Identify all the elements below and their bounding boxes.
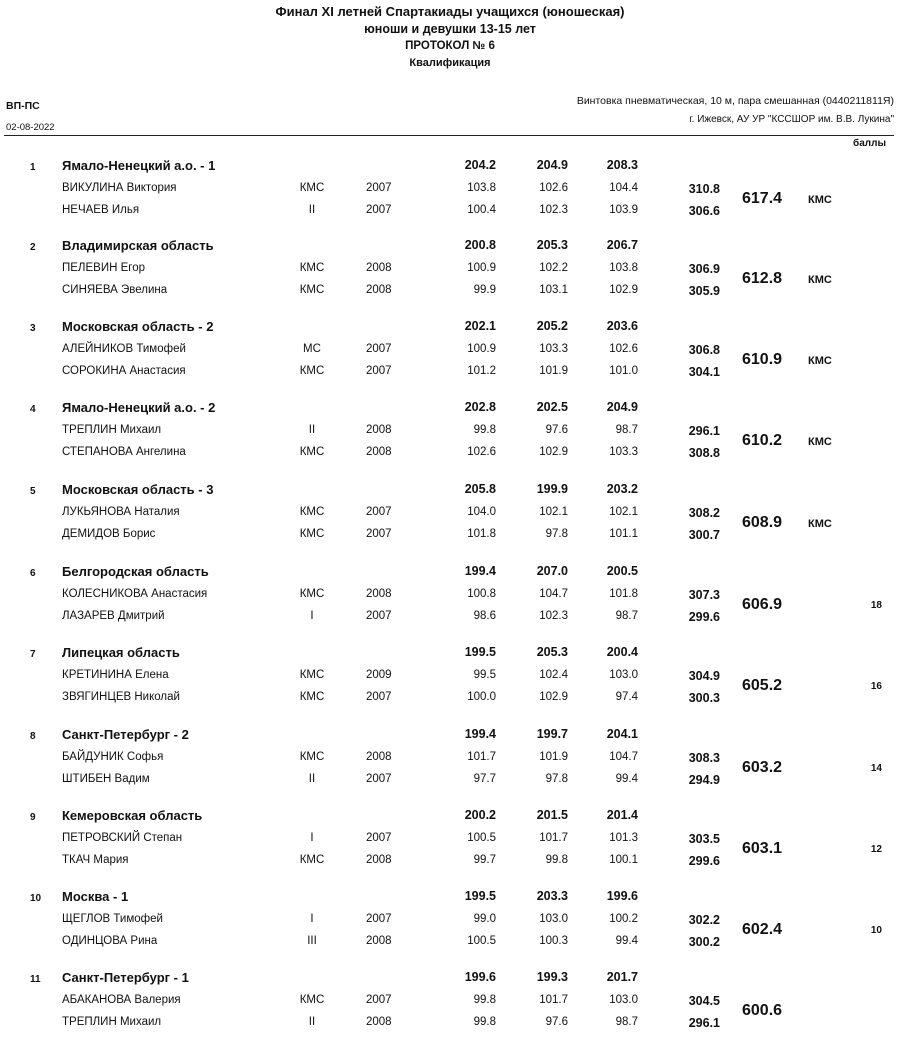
place-number: 2: [30, 242, 36, 253]
athlete-name: ТРЕПЛИН Михаил: [62, 1016, 162, 1028]
team-series-score: 203.2: [606, 482, 638, 496]
athlete-name: БАЙДУНИК Софья: [62, 751, 164, 763]
athlete-name: СИНЯЕВА Эвелина: [62, 284, 168, 296]
team-series-score: 199.6: [606, 889, 638, 903]
team-series-score: 199.9: [536, 482, 568, 496]
athlete-total: 308.3: [688, 751, 720, 765]
place-number: 9: [30, 812, 36, 823]
athlete-series-score: 102.2: [539, 262, 568, 274]
team-series-score: 201.7: [606, 970, 638, 984]
athlete-series-score: 98.6: [473, 610, 496, 622]
place-number: 11: [30, 974, 41, 985]
athlete-total: 307.3: [688, 588, 720, 602]
athlete-series-score: 101.7: [539, 832, 568, 844]
athlete-series-score: 100.3: [539, 935, 568, 947]
athlete-series-score: 103.0: [609, 994, 638, 1006]
team-total: 603.1: [742, 840, 783, 857]
place-number: 4: [30, 404, 36, 415]
athlete-rank: КМС: [299, 669, 325, 681]
result-entry: [0, 394, 900, 469]
qualification-rank: КМС: [808, 274, 832, 286]
athlete-series-score: 104.7: [609, 751, 638, 763]
team-total: 605.2: [742, 677, 783, 694]
athlete-total: 306.9: [688, 262, 720, 276]
athlete-name: КРЕТИНИНА Елена: [62, 669, 169, 681]
athlete-name: ТРЕПЛИН Михаил: [62, 424, 162, 436]
athlete-series-score: 103.8: [609, 262, 638, 274]
athlete-total: 304.1: [688, 365, 720, 379]
team-name: Московская область - 2: [62, 319, 214, 334]
athlete-series-score: 99.8: [473, 1016, 496, 1028]
athlete-series-score: 103.0: [609, 669, 638, 681]
athlete-series-score: 97.7: [473, 773, 496, 785]
athlete-rank: КМС: [299, 506, 325, 518]
athlete-series-score: 102.9: [539, 446, 568, 458]
athlete-rank: КМС: [299, 262, 325, 274]
athlete-series-score: 102.4: [539, 669, 568, 681]
athlete-name: ЩЕГЛОВ Тимофей: [62, 913, 163, 925]
team-points: 18: [870, 600, 882, 611]
team-total: 602.4: [742, 921, 783, 938]
result-entry: [0, 883, 900, 958]
athlete-series-score: 97.8: [545, 773, 568, 785]
athlete-name: АБАКАНОВА Валерия: [62, 994, 181, 1006]
header-divider: [4, 135, 894, 136]
team-total: 617.4: [742, 190, 783, 207]
athlete-rank: I: [310, 832, 314, 844]
team-series-score: 204.1: [606, 727, 638, 741]
qualification-rank: КМС: [808, 518, 832, 530]
protocol-number: ПРОТОКОЛ № 6: [405, 40, 495, 52]
result-entry: [0, 721, 900, 796]
athlete-series-score: 100.5: [467, 832, 496, 844]
team-name: Санкт-Петербург - 1: [62, 970, 189, 985]
athlete-series-score: 101.1: [609, 528, 638, 540]
team-series-score: 200.8: [464, 238, 496, 252]
athlete-series-score: 103.9: [609, 204, 638, 216]
athlete-total: 299.6: [688, 854, 720, 868]
athlete-series-score: 102.6: [609, 343, 638, 355]
athlete-birth-year: 2008: [366, 284, 392, 296]
place-number: 6: [30, 568, 36, 579]
athlete-name: ЛУКЬЯНОВА Наталия: [62, 506, 180, 518]
athlete-total: 308.8: [688, 446, 720, 460]
team-points: 14: [870, 763, 882, 774]
athlete-series-score: 97.8: [545, 528, 568, 540]
team-total: 610.2: [742, 432, 783, 449]
event-venue: г. Ижевск, АУ УР "КССШОР им. В.В. Лукина": [689, 114, 894, 125]
athlete-name: СОРОКИНА Анастасия: [62, 365, 186, 377]
athlete-birth-year: 2007: [366, 528, 392, 540]
athlete-name: ПЕЛЕВИН Егор: [62, 262, 145, 274]
qualification-rank: КМС: [808, 194, 832, 206]
event-date: 02-08-2022: [6, 122, 55, 133]
team-points: 10: [870, 925, 882, 936]
result-entry: [0, 639, 900, 714]
athlete-rank: II: [308, 773, 316, 785]
team-name: Москва - 1: [62, 889, 129, 904]
athlete-series-score: 103.3: [539, 343, 568, 355]
athlete-series-score: 99.8: [473, 424, 496, 436]
team-series-score: 199.5: [464, 889, 496, 903]
athlete-series-score: 98.7: [615, 424, 638, 436]
athlete-name: АЛЕЙНИКОВ Тимофей: [62, 343, 186, 355]
athlete-name: ТКАЧ Мария: [62, 854, 129, 866]
team-points: 16: [870, 681, 882, 692]
team-total: 606.9: [742, 596, 783, 613]
athlete-total: 300.3: [688, 691, 720, 705]
athlete-birth-year: 2008: [366, 935, 392, 947]
qualification-rank: КМС: [808, 436, 832, 448]
athlete-series-score: 97.6: [545, 424, 568, 436]
athlete-total: 302.2: [688, 913, 720, 927]
athlete-series-score: 100.8: [467, 588, 496, 600]
athlete-total: 304.9: [688, 669, 720, 683]
athlete-rank: МС: [303, 343, 321, 355]
athlete-series-score: 99.7: [473, 854, 496, 866]
team-name: Кемеровская область: [62, 808, 203, 823]
team-series-score: 199.6: [464, 970, 496, 984]
athlete-series-score: 103.3: [609, 446, 638, 458]
place-number: 8: [30, 731, 36, 742]
athlete-birth-year: 2008: [366, 751, 392, 763]
team-series-score: 203.6: [606, 319, 638, 333]
team-series-score: 200.2: [464, 808, 496, 822]
athlete-birth-year: 2008: [366, 424, 392, 436]
team-name: Белгородская область: [62, 564, 209, 579]
place-number: 5: [30, 486, 36, 497]
place-number: 3: [30, 323, 36, 334]
athlete-birth-year: 2007: [366, 182, 392, 194]
athlete-series-score: 99.8: [545, 854, 568, 866]
athlete-total: 308.2: [688, 506, 720, 520]
team-series-score: 199.4: [464, 564, 496, 578]
athlete-total: 294.9: [688, 773, 720, 787]
result-entry: [0, 802, 900, 877]
result-entry: [0, 232, 900, 307]
event-code: ВП-ПС: [6, 100, 40, 112]
athlete-rank: КМС: [299, 588, 325, 600]
team-series-score: 207.0: [536, 564, 568, 578]
athlete-series-score: 99.0: [473, 913, 496, 925]
athlete-total: 305.9: [688, 284, 720, 298]
athlete-series-score: 101.7: [467, 751, 496, 763]
athlete-birth-year: 2008: [366, 854, 392, 866]
athlete-rank: КМС: [299, 284, 325, 296]
team-series-score: 208.3: [606, 158, 638, 172]
team-name: Владимирская область: [62, 238, 214, 253]
athlete-rank: КМС: [299, 446, 325, 458]
result-entry: [0, 476, 900, 551]
athlete-rank: КМС: [299, 854, 325, 866]
athlete-total: 296.1: [688, 1016, 720, 1030]
result-entry: [0, 964, 900, 1039]
athlete-total: 296.1: [688, 424, 720, 438]
athlete-series-score: 99.5: [473, 669, 496, 681]
team-series-score: 201.4: [606, 808, 638, 822]
athlete-name: ДЕМИДОВ Борис: [62, 528, 156, 540]
team-total: 600.6: [742, 1002, 783, 1019]
team-series-score: 199.5: [464, 645, 496, 659]
athlete-series-score: 101.3: [609, 832, 638, 844]
place-number: 1: [30, 162, 36, 173]
team-total: 608.9: [742, 514, 783, 531]
athlete-series-score: 102.9: [539, 691, 568, 703]
athlete-name: КОЛЕСНИКОВА Анастасия: [62, 588, 208, 600]
athlete-series-score: 100.9: [467, 343, 496, 355]
athlete-series-score: 101.8: [467, 528, 496, 540]
team-total: 603.2: [742, 759, 783, 776]
athlete-series-score: 101.9: [539, 365, 568, 377]
athlete-series-score: 100.0: [467, 691, 496, 703]
event-name: Винтовка пневматическая, 10 м, пара смешанная (0440211811Я): [576, 95, 894, 107]
athlete-series-score: 101.8: [609, 588, 638, 600]
athlete-birth-year: 2007: [366, 691, 392, 703]
athlete-birth-year: 2007: [366, 913, 392, 925]
athlete-series-score: 102.1: [539, 506, 568, 518]
athlete-name: НЕЧАЕВ Илья: [62, 204, 140, 216]
athlete-series-score: 102.9: [609, 284, 638, 296]
athlete-series-score: 102.1: [609, 506, 638, 518]
result-entry: [0, 558, 900, 633]
athlete-series-score: 97.6: [545, 1016, 568, 1028]
team-series-score: 200.4: [606, 645, 638, 659]
athlete-series-score: 100.5: [467, 935, 496, 947]
athlete-series-score: 98.7: [615, 610, 638, 622]
athlete-rank: I: [310, 610, 314, 622]
athlete-series-score: 100.1: [609, 854, 638, 866]
athlete-rank: II: [308, 1016, 316, 1028]
athlete-series-score: 100.9: [467, 262, 496, 274]
athlete-total: 303.5: [688, 832, 720, 846]
athlete-series-score: 103.0: [539, 913, 568, 925]
points-header: баллы: [853, 138, 886, 149]
athlete-birth-year: 2007: [366, 365, 392, 377]
athlete-series-score: 102.3: [539, 610, 568, 622]
team-series-score: 205.8: [464, 482, 496, 496]
team-series-score: 204.9: [536, 158, 568, 172]
team-series-score: 202.1: [464, 319, 496, 333]
athlete-rank: КМС: [299, 691, 325, 703]
athlete-birth-year: 2008: [366, 588, 392, 600]
team-name: Ямало-Ненецкий а.о. - 1: [62, 158, 216, 173]
team-points: 12: [870, 844, 882, 855]
athlete-series-score: 98.7: [615, 1016, 638, 1028]
qualification-rank: КМС: [808, 355, 832, 367]
athlete-series-score: 97.4: [615, 691, 638, 703]
athlete-total: 304.5: [688, 994, 720, 1008]
athlete-series-score: 100.2: [609, 913, 638, 925]
athlete-rank: КМС: [299, 528, 325, 540]
athlete-series-score: 102.3: [539, 204, 568, 216]
team-series-score: 205.3: [536, 238, 568, 252]
athlete-birth-year: 2009: [366, 669, 392, 681]
team-series-score: 205.3: [536, 645, 568, 659]
athlete-series-score: 99.4: [615, 773, 638, 785]
athlete-rank: I: [310, 913, 314, 925]
athlete-total: 299.6: [688, 610, 720, 624]
team-series-score: 201.5: [536, 808, 568, 822]
team-series-score: 204.9: [606, 400, 638, 414]
team-series-score: 199.3: [536, 970, 568, 984]
team-name: Липецкая область: [62, 645, 180, 660]
team-series-score: 202.5: [536, 400, 568, 414]
athlete-birth-year: 2007: [366, 773, 392, 785]
athlete-name: ЗВЯГИНЦЕВ Николай: [62, 691, 180, 703]
team-name: Санкт-Петербург - 2: [62, 727, 189, 742]
athlete-rank: III: [307, 935, 317, 947]
athlete-birth-year: 2007: [366, 343, 392, 355]
result-entry: [0, 313, 900, 388]
athlete-rank: II: [308, 204, 316, 216]
athlete-total: 300.2: [688, 935, 720, 949]
athlete-series-score: 104.0: [467, 506, 496, 518]
athlete-rank: КМС: [299, 751, 325, 763]
athlete-name: ЛАЗАРЕВ Дмитрий: [62, 610, 165, 622]
result-entry: [0, 152, 900, 227]
athlete-name: ВИКУЛИНА Виктория: [62, 182, 177, 194]
athlete-name: ПЕТРОВСКИЙ Степан: [62, 832, 183, 844]
stage-label: Квалификация: [409, 57, 491, 69]
team-series-score: 204.2: [464, 158, 496, 172]
athlete-birth-year: 2008: [366, 1016, 392, 1028]
athlete-total: 306.6: [688, 204, 720, 218]
athlete-rank: КМС: [299, 182, 325, 194]
athlete-name: ОДИНЦОВА Рина: [62, 935, 158, 947]
team-series-score: 205.2: [536, 319, 568, 333]
athlete-birth-year: 2007: [366, 610, 392, 622]
athlete-birth-year: 2008: [366, 446, 392, 458]
doc-title: Финал XI летней Спартакиады учащихся (юношеская): [275, 4, 625, 19]
athlete-name: СТЕПАНОВА Ангелина: [62, 446, 186, 458]
athlete-series-score: 101.7: [539, 994, 568, 1006]
athlete-series-score: 99.8: [473, 994, 496, 1006]
athlete-total: 310.8: [688, 182, 720, 196]
athlete-series-score: 103.8: [467, 182, 496, 194]
place-number: 7: [30, 649, 36, 660]
doc-subtitle: юноши и девушки 13-15 лет: [364, 22, 536, 36]
athlete-series-score: 102.6: [467, 446, 496, 458]
team-name: Московская область - 3: [62, 482, 214, 497]
athlete-series-score: 104.7: [539, 588, 568, 600]
athlete-total: 306.8: [688, 343, 720, 357]
athlete-name: ШТИБЕН Вадим: [62, 773, 150, 785]
athlete-birth-year: 2007: [366, 506, 392, 518]
athlete-series-score: 99.9: [473, 284, 496, 296]
athlete-series-score: 103.1: [539, 284, 568, 296]
team-series-score: 202.8: [464, 400, 496, 414]
athlete-series-score: 102.6: [539, 182, 568, 194]
athlete-series-score: 101.2: [467, 365, 496, 377]
athlete-rank: II: [308, 424, 316, 436]
team-name: Ямало-Ненецкий а.о. - 2: [62, 400, 216, 415]
athlete-birth-year: 2008: [366, 262, 392, 274]
team-series-score: 200.5: [606, 564, 638, 578]
team-series-score: 206.7: [606, 238, 638, 252]
athlete-series-score: 101.0: [609, 365, 638, 377]
athlete-series-score: 104.4: [609, 182, 638, 194]
team-total: 610.9: [742, 351, 783, 368]
athlete-birth-year: 2007: [366, 832, 392, 844]
athlete-total: 300.7: [688, 528, 720, 542]
athlete-series-score: 101.9: [539, 751, 568, 763]
team-series-score: 199.4: [464, 727, 496, 741]
athlete-birth-year: 2007: [366, 204, 392, 216]
athlete-rank: КМС: [299, 365, 325, 377]
athlete-series-score: 99.4: [615, 935, 638, 947]
place-number: 10: [30, 893, 42, 904]
team-series-score: 199.7: [536, 727, 568, 741]
athlete-rank: КМС: [299, 994, 325, 1006]
athlete-birth-year: 2007: [366, 994, 392, 1006]
team-total: 612.8: [742, 270, 783, 287]
athlete-series-score: 100.4: [467, 204, 496, 216]
team-series-score: 203.3: [536, 889, 568, 903]
